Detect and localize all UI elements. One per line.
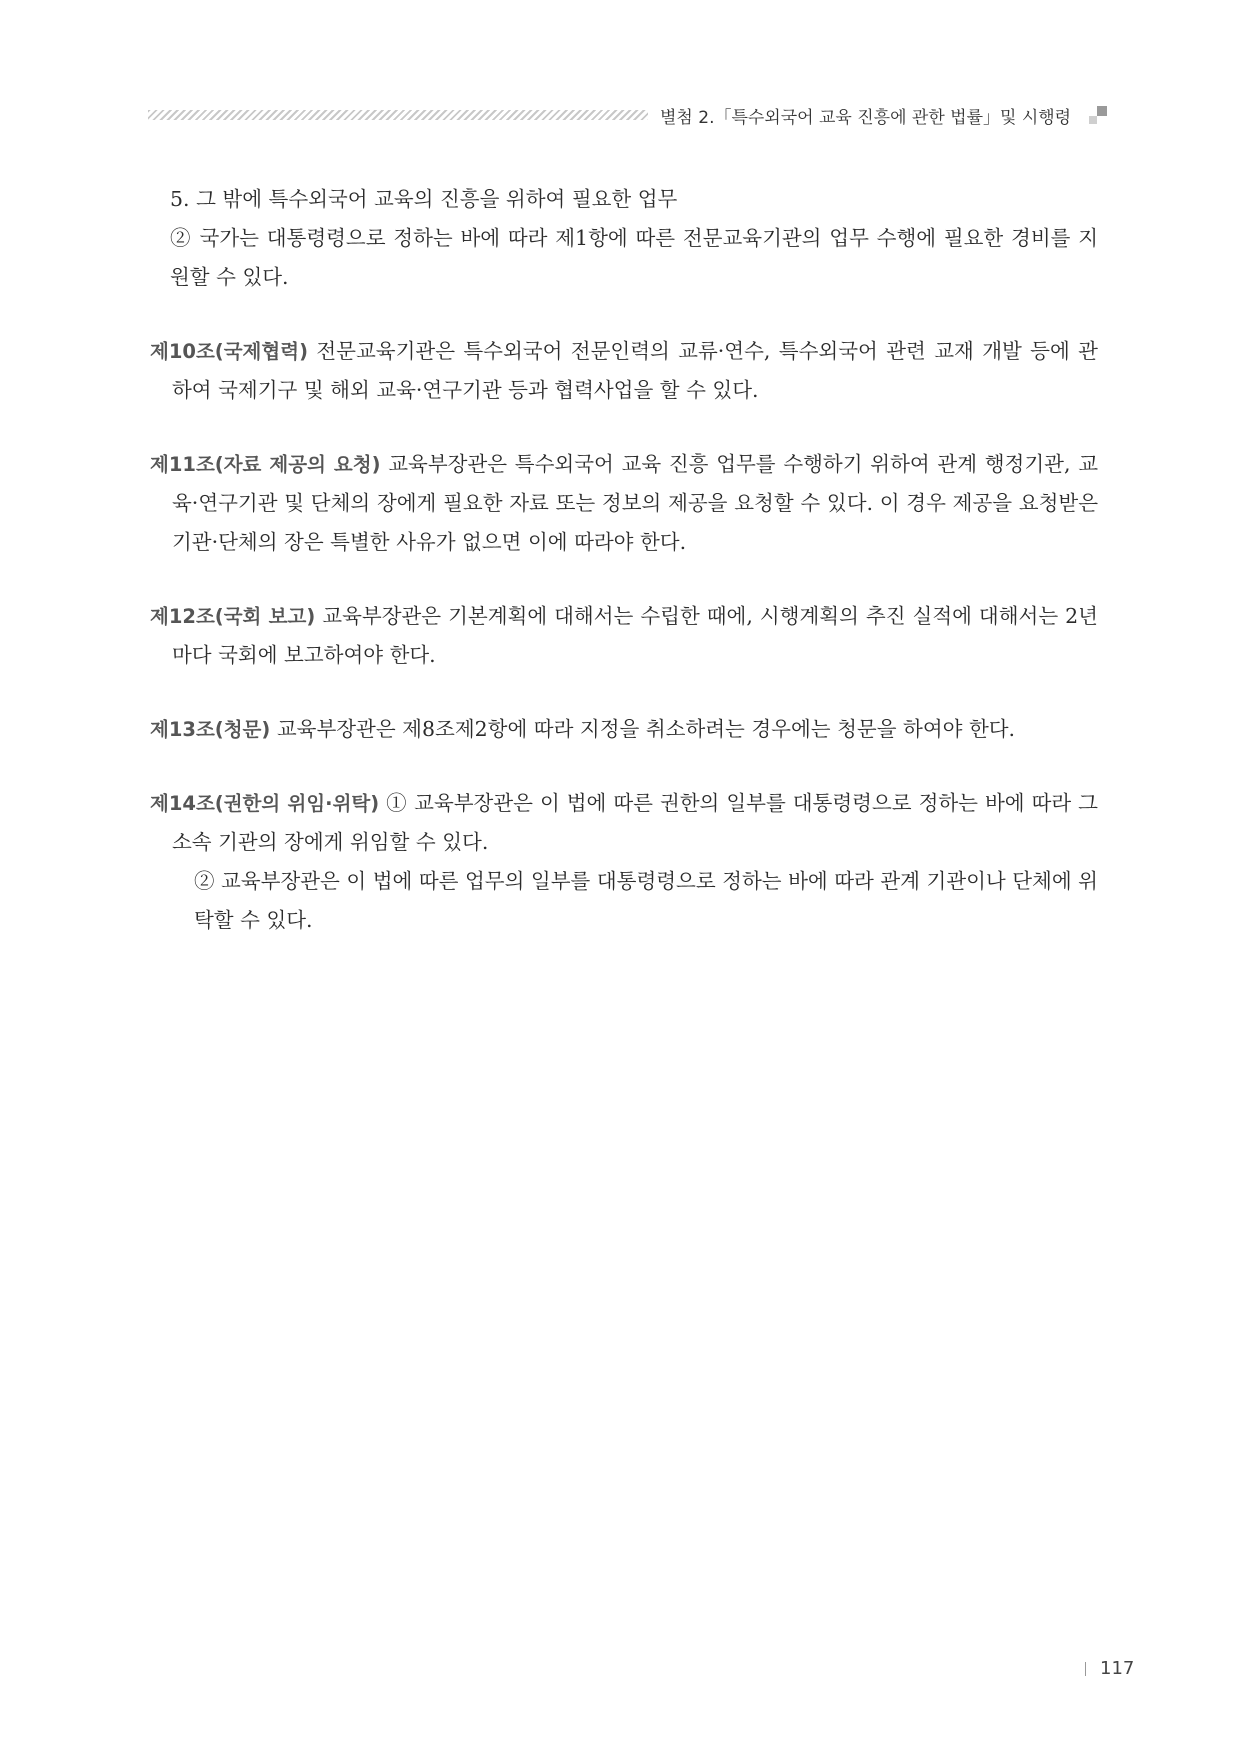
page-footer [1085, 1658, 1134, 1679]
paragraph-2: ② 국가는 대통령령으로 정하는 바에 따라 제1항에 따른 전문교육기관의 업무 수행에 필요한 경비를 지원할 수 있다. [170, 226, 1098, 289]
article-body: 전문교육기관은 특수외국어 전문인력의 교류·연수, 특수외국어 관련 교재 개발 등에 관하여 국제기구 및 해외 교육·연구기관 등과 협력사업을 할 수 있다. [172, 339, 1098, 402]
article-title: 제14조(권한의 위임·위탁) [150, 792, 380, 815]
running-header [148, 100, 1128, 130]
article-body: 교육부장관은 기본계획에 대해서는 수립한 때에, 시행계획의 추진 실적에 대해서는 2년마다 국회에 보고하여야 한다. [172, 604, 1098, 667]
footer-divider [1085, 1662, 1086, 1676]
header-square-mark-icon [1085, 104, 1107, 126]
article-10 [150, 332, 1098, 410]
article-12 [150, 597, 1098, 675]
page-body [150, 180, 1098, 940]
article-body: 교육부장관은 제8조제2항에 따라 지정을 취소하려는 경우에는 청문을 하여야 한다. [276, 717, 1016, 741]
article-13 [150, 710, 1098, 749]
article-14 [150, 784, 1098, 940]
article-body: ① 교육부장관은 이 법에 따른 권한의 일부를 대통령령으로 정하는 바에 따라 그 소속 기관의 장에게 위임할 수 있다. [172, 791, 1098, 854]
article-title: 제11조(자료 제공의 요청) [150, 453, 381, 476]
article-subparagraph: ② 교육부장관은 이 법에 따른 업무의 일부를 대통령령으로 정하는 바에 따라 관계 기관이나 단체에 위탁할 수 있다. [194, 869, 1098, 932]
article-body: 교육부장관은 특수외국어 교육 진흥 업무를 수행하기 위하여 관계 행정기관, 교육·연구기관 및 단체의 장에게 필요한 자료 또는 정보의 제공을 요청할 수 있다. 이 경우 제공을 요청받은 기관·단체의 장은 특별한 사유가 없으면 이에 따라야 한다. [172, 452, 1098, 554]
article-11 [150, 445, 1098, 562]
header-title: 별첨 2.「특수외국어 교육 진흥에 관한 법률」및 시행령 [660, 107, 1072, 128]
article-title: 제12조(국회 보고) [150, 605, 316, 628]
header-hatch-rule [148, 110, 648, 120]
article-title: 제13조(청문) [150, 718, 271, 741]
list-item-5: 5. 그 밖에 특수외국어 교육의 진흥을 위하여 필요한 업무 [170, 187, 678, 211]
article-title: 제10조(국제협력) [150, 340, 308, 363]
page-number: 117 [1100, 1658, 1135, 1679]
